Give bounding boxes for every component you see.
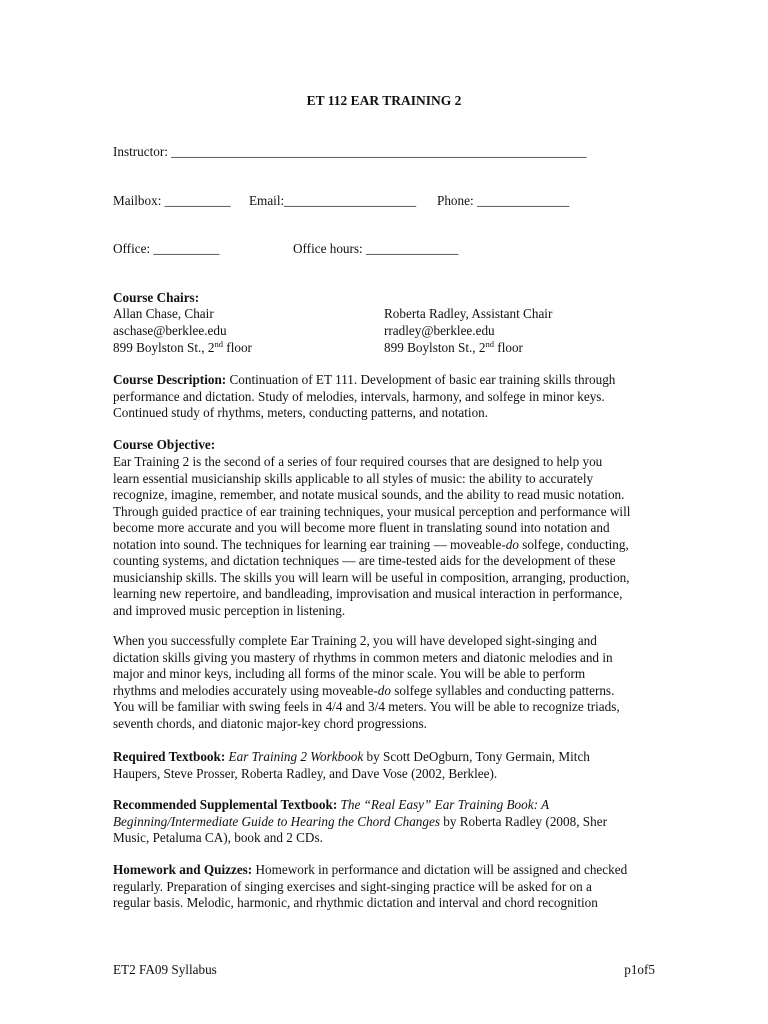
instructor-label: Instructor: [113, 144, 168, 159]
chair-email: aschase@berklee.edu [113, 323, 227, 338]
office-hours-label: Office hours: [293, 241, 363, 256]
assistant-chair-name: Roberta Radley, Assistant Chair [384, 306, 553, 321]
office-hours-blank: ______________ [366, 241, 459, 256]
instructor-blank: _______________________________________________________________ [171, 144, 587, 159]
email-label: Email: [249, 193, 285, 208]
instructor-line [113, 144, 587, 161]
office-blank: __________ [153, 241, 220, 256]
assistant-chair-address: 899 Boylston St., 2nd floor [384, 339, 523, 355]
phone-label: Phone: [437, 193, 474, 208]
office-line [113, 241, 219, 258]
supplemental-textbook: Recommended Supplemental Textbook: The “Real Easy” Ear Training Book: A Beginning/Intermediate Guide to Hearing the Chord Changes by Roberta Radley (2008, Sher Music, Petaluma CA), book and 2 CDs. [113, 797, 607, 845]
phone-blank: ______________ [476, 193, 570, 208]
course-outcomes-text: When you successfully complete Ear Training 2, you will have developed sight-singing and dictation skills giving you mastery of rhythms in common meters and diatonic melodies and in major and minor keys, including all forms of the minor scale. You will be able to perform rhythms and melodies accurately using moveable-do solfege syllables and conducting patterns. You will be familiar with swing feels in 4/4 and 3/4 meters. You will be able to recognize triads, seventh chords, and diatonic major-key chord progressions. [113, 633, 620, 731]
mailbox-label: Mailbox: [113, 193, 162, 208]
required-textbook: Required Textbook: Ear Training 2 Workbook by Scott DeOgburn, Tony Germain, Mitch Haupers, Steve Prosser, Roberta Radley, and Dave Vose (2002, Berklee). [113, 749, 590, 781]
footer-page-number: p1of5 [624, 962, 655, 977]
supplemental-textbook-title: The “Real Easy” Ear Training Book: A [337, 797, 550, 812]
chair-address: 899 Boylston St., 2nd floor [113, 339, 252, 355]
chair-name: Allan Chase, Chair [113, 306, 214, 321]
mailbox-line [113, 193, 231, 210]
course-chairs-heading: Course Chairs: [113, 290, 200, 305]
office-label: Office: [113, 241, 151, 256]
course-description: Course Description: Continuation of ET 111. Development of basic ear training skills through performance and dictation. Study of melodies, intervals, harmony, and solfege in minor keys. Continued study of rhythms, meters, conducting patterns, and notation. [113, 372, 616, 420]
course-description-label: Course Description: [113, 372, 227, 387]
mailbox-blank: __________ [164, 193, 231, 208]
required-textbook-title: Ear Training 2 Workbook [228, 749, 364, 764]
office-hours-line [293, 241, 458, 258]
page-title: ET 112 EAR TRAINING 2 [306, 93, 462, 108]
supplemental-textbook-label: Recommended Supplemental Textbook: [113, 797, 338, 812]
course-objective-text: Ear Training 2 is the second of a series of four required courses that are designed to help you learn essential musicianship skills applicable to all styles of music: the ability to accurately recognize, imagine, remember, and notate musical sounds, and the ability to read music notation. Through guided practice of ear training techniques, your musical perception and performance will become more accurate and you will become more fluent in translating sound into notation and notation into sound. The techniques for learning ear training — moveable-do solfege, conducting, counting systems, and dictation techniques — are time-tested aids for the development of these musicianship skills. The skills you will learn will be useful in composition, arranging, production, learning new repertoire, and bandleading, improvisation and musical interaction in performance, and improved music perception in listening. [113, 454, 631, 618]
footer-document-id: ET2 FA09 Syllabus [113, 962, 217, 977]
course-objective-heading: Course Objective: [113, 437, 216, 452]
email-line [249, 193, 416, 210]
required-textbook-label: Required Textbook: [113, 749, 226, 764]
email-blank: ____________________ [284, 193, 417, 208]
phone-line [437, 193, 569, 210]
assistant-chair-email: rradley@berklee.edu [384, 323, 495, 338]
homework-quizzes: Homework and Quizzes: Homework in performance and dictation will be assigned and checked regularly. Preparation of singing exercises and sight-singing practice will be asked for on a regular basis. Melodic, harmonic, and rhythmic dictation and interval and chord recognition [113, 862, 628, 910]
homework-quizzes-label: Homework and Quizzes: [113, 862, 253, 877]
